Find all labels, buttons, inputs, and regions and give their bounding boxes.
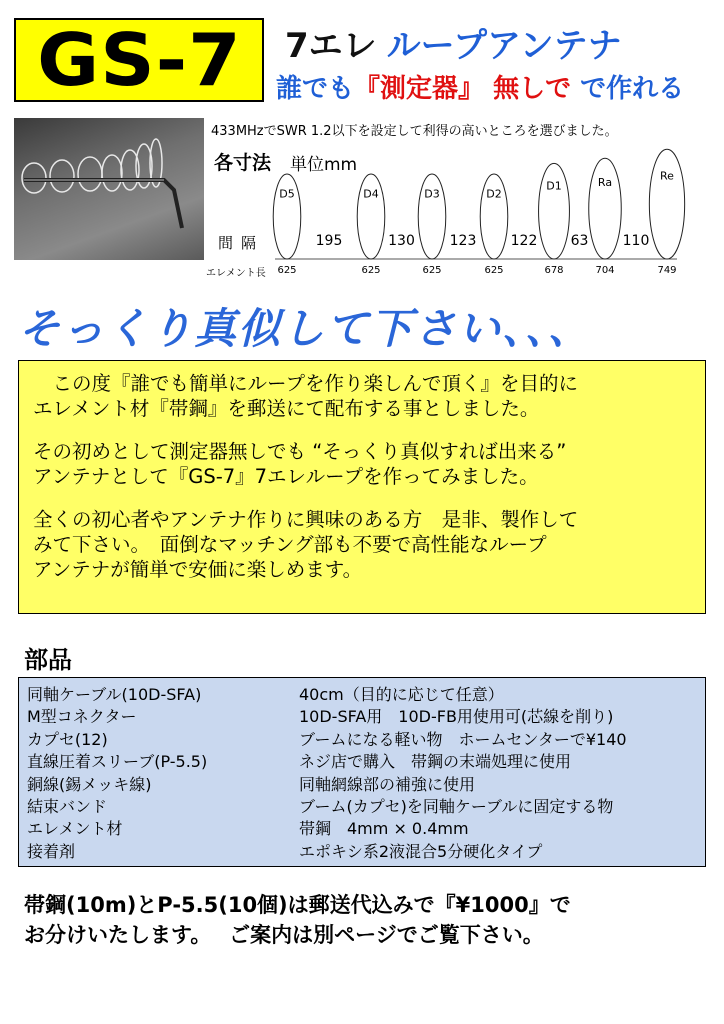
dimension-unit: 単位mm — [290, 155, 358, 175]
title-element-count: 7エレ — [285, 26, 377, 66]
part-description: 同軸網線部の補強に使用 — [299, 774, 476, 794]
dimension-heading: 各寸法 — [214, 152, 272, 174]
subtitle-part3: 無しで — [493, 74, 572, 104]
part-name: 結束バンド — [27, 797, 108, 817]
loop-element-label: D3 — [424, 187, 440, 201]
subtitle-part2: 『測定器』 — [354, 74, 485, 104]
loop-element-label: Re — [660, 169, 674, 183]
element-length-value: 625 — [422, 265, 442, 276]
slogan: そっくり真似して下さい、、、 — [18, 304, 593, 353]
dimension-intro: 433MHzでSWR 1.2以下を設定して利得の高いところを選びました。 — [211, 124, 618, 139]
part-name: 同軸ケーブル(10D-SFA) — [27, 685, 202, 704]
intro-paragraph: 全くの初心者やアンテナ作りに興味のある方 是非、製作して みて下さい。 面倒なマッチング部も不要で高性能なループ アンテナが簡単で安価に楽しめます。 — [33, 508, 579, 581]
loop-element-ra — [589, 158, 622, 259]
loop-element-label: D4 — [363, 187, 379, 201]
list-item — [27, 684, 697, 706]
element-length-label: エレメント長 — [206, 268, 266, 279]
part-description: ブーム(カプセ)を同軸ケーブルに固定する物 — [299, 797, 614, 817]
element-length-value: 678 — [544, 265, 564, 276]
footer-note: 帯鋼(10m)とP-5.5(10個)は郵送代込みで『¥1000』で お分けいたします。 ご案内は別ページでご覧下さい。 — [24, 893, 571, 947]
part-name: 接着剤 — [27, 841, 76, 861]
part-description: ブームになる軽い物 ホームセンターで¥140 — [299, 729, 627, 749]
page-title — [285, 18, 622, 67]
loop-element-d1 — [539, 163, 570, 259]
loop-element-label: D5 — [279, 187, 295, 201]
antenna-photo — [14, 118, 204, 260]
intro-paragraph: この度『誰でも簡単にループを作り楽しんで頂く』を目的に エレメント材『帯鋼』を郵送にて配布する事としました。 — [33, 372, 579, 420]
list-item — [27, 818, 697, 840]
logo-box — [14, 18, 264, 102]
part-name: 直線圧着スリーブ(P-5.5) — [27, 752, 208, 772]
element-spacing-value: 123 — [449, 233, 477, 249]
part-description: 40cm（目的に応じて任意） — [299, 685, 504, 704]
logo-text: GS-7 — [36, 18, 242, 102]
page-subtitle — [276, 68, 684, 105]
element-length-value: 749 — [657, 265, 677, 276]
element-spacing-value: 195 — [315, 233, 343, 249]
spacing-label: 間隔 — [218, 234, 265, 252]
element-length-value: 625 — [484, 265, 504, 276]
list-item — [27, 841, 697, 863]
list-item — [27, 729, 697, 751]
part-description: ネジ店で購入 帯鋼の末端処理に使用 — [299, 752, 572, 772]
loop-element-label: Ra — [597, 175, 613, 189]
part-name: カプセ(12) — [27, 729, 108, 749]
element-spacing-value: 122 — [510, 233, 538, 249]
intro-box — [18, 360, 706, 614]
element-length-value: 704 — [595, 265, 615, 276]
element-spacing-value: 110 — [622, 233, 650, 249]
part-description: 10D-SFA用 10D-FB用使用可(芯線を削り) — [299, 707, 614, 727]
list-item — [27, 796, 697, 818]
element-length-value: 625 — [277, 265, 297, 276]
subtitle-part1: 誰でも — [276, 74, 355, 104]
subtitle-part4: で作れる — [580, 74, 685, 104]
loop-element-label: D2 — [486, 187, 502, 201]
part-name: 銅線(錫メッキ線) — [27, 774, 152, 794]
loop-element-re — [649, 149, 684, 259]
title-antenna-type: ループアンテナ — [386, 26, 622, 66]
list-item — [27, 774, 697, 796]
part-description: 帯鋼 4mm × 0.4mm — [299, 819, 469, 839]
part-name: エレメント材 — [27, 819, 123, 839]
parts-heading: 部品 — [24, 646, 72, 674]
element-length-value: 625 — [361, 265, 381, 276]
element-spacing-value: 130 — [388, 233, 415, 249]
element-dimension-diagram — [205, 140, 695, 280]
loop-element-label: D1 — [546, 179, 562, 193]
list-item — [27, 751, 697, 773]
part-description: エポキシ系2液混合5分硬化タイプ — [299, 841, 543, 861]
list-item — [27, 706, 697, 728]
intro-paragraph: その初めとして測定器無しでも “そっくり真似すれば出来る” アンテナとして『GS-7』7エレループを作ってみました。 — [33, 440, 567, 488]
parts-list — [18, 677, 706, 867]
part-name: M型コネクター — [27, 707, 137, 727]
element-spacing-value: 63 — [570, 233, 589, 249]
